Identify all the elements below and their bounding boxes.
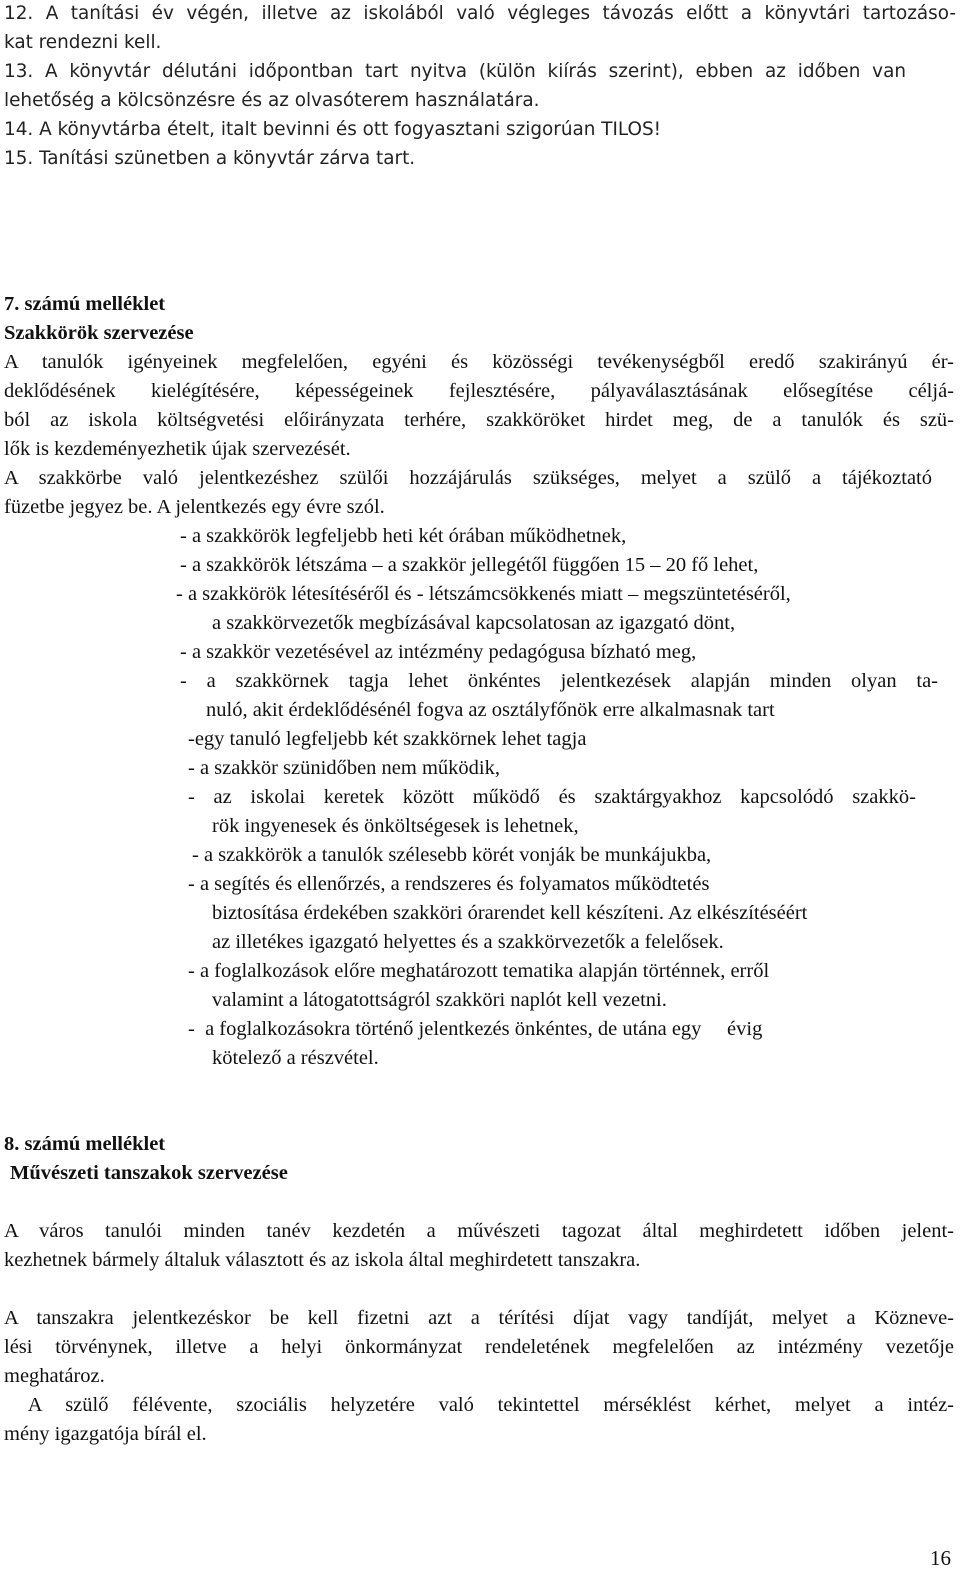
annex-8-p2-line-3: meghatároz. (4, 1365, 105, 1387)
annex-8-p1-line-1: A város tanulói minden tanév kezdetén a művészeti tagozat által meghirdetett időben jelent- (4, 1220, 954, 1242)
rule-13-line-1: 13. A könyvtár délutáni időpontban tart nyitva (külön kiírás szerint), ebben az időben van (4, 61, 906, 82)
annex-7-p2-line-2: füzetbe jegyez be. A jelentkezés egy évre szól. (4, 496, 385, 518)
annex-7-p1-line-4: lők is kezdeményezhetik újak szervezését. (4, 438, 351, 460)
annex-7-p1-line-3: ból az iskola költségvetési előirányzata terhére, szakköröket hirdet meg, de a tanulók és szü- (4, 409, 954, 431)
page-number: 16 (930, 1546, 951, 1570)
annex-7-heading: 7. számú melléklet (4, 293, 166, 315)
annex-7-p1-line-1: A tanulók igényeinek megfelelően, egyéni és közösségi tevékenységből eredő szakirányú ér- (4, 351, 954, 373)
annex-7-list-item: - a szakkörök legfeljebb heti két órában működhetnek, (180, 525, 627, 547)
annex-7-list-item: - a foglalkozásokra történő jelentkezés önkéntes, de utána egy évig (188, 1018, 763, 1040)
annex-8-p3-line-2: mény igazgatója bírál el. (4, 1423, 207, 1445)
rule-12-line-2: kat rendezni kell. (4, 32, 162, 53)
annex-7-list-item: - a szakkör szünidőben nem működik, (188, 757, 500, 779)
annex-7-list-item-continuation: nuló, akit érdeklődésénél fogva az osztályfőnök erre alkalmasnak tart (206, 699, 775, 721)
annex-7-list-item-continuation: a szakkörvezetők megbízásával kapcsolatosan az igazgató dönt, (212, 612, 736, 634)
annex-7-list-item-continuation: rök ingyenesek és önköltségesek is lehetnek, (212, 815, 579, 837)
rule-12-line-1: 12. A tanítási év végén, illetve az iskolából való végleges távozás előtt a könyvtári tartozáso- (4, 3, 956, 24)
annex-7-list-item: -egy tanuló legfeljebb két szakkörnek lehet tagja (188, 728, 587, 750)
annex-7-list-item-continuation: biztosítása érdekében szakköri órarendet kell készíteni. Az elkészítéséért (212, 902, 808, 924)
annex-8-p3-line-1: A szülő félévente, szociális helyzetére való tekintettel mérséklést kérhet, melyet a intéz- (4, 1394, 954, 1416)
annex-7-list-item: - a szakkör vezetésével az intézmény pedagógusa bízható meg, (180, 641, 697, 663)
annex-7-list-item: - a szakkörök létesítéséről és - létszámcsökkenés miatt – megszüntetéséről, (176, 583, 791, 605)
annex-7-list-item: - a szakkörök a tanulók szélesebb körét vonják be munkájukba, (192, 844, 712, 866)
annex-8-heading: 8. számú melléklet (4, 1133, 166, 1155)
annex-8-p2-line-1: A tanszakra jelentkezéskor be kell fizetni azt a térítési díjat vagy tandíját, melyet a Közneve- (4, 1307, 954, 1329)
annex-8-subheading: Művészeti tanszakok szervezése (10, 1162, 288, 1184)
rule-14: 14. A könyvtárba ételt, italt bevinni és ott fogyasztani szigorúan TILOS! (4, 119, 662, 140)
annex-7-list-item-continuation: kötelező a részvétel. (212, 1047, 379, 1069)
annex-8-p1-line-2: kezhetnek bármely általuk választott és az iskola által meghirdetett tanszakra. (4, 1249, 641, 1271)
annex-7-list-item: - az iskolai keretek között működő és szaktárgyakhoz kapcsolódó szakkö- (188, 786, 916, 808)
rule-13-line-2: lehetőség a kölcsönzésre és az olvasóterem használatára. (4, 90, 540, 111)
annex-7-p1-line-2: deklődésének kielégítésére, képességeinek fejlesztésére, pályaválasztásának elősegítése céljá- (4, 380, 954, 402)
annex-7-p2-line-1: A szakkörbe való jelentkezéshez szülői hozzájárulás szükséges, melyet a szülő a tájékoztató (4, 467, 932, 489)
annex-7-list-item: - a szakkörök létszáma – a szakkör jellegétől függően 15 – 20 fő lehet, (180, 554, 759, 576)
rule-15: 15. Tanítási szünetben a könyvtár zárva tart. (4, 148, 416, 169)
annex-7-list-item-continuation: valamint a látogatottságról szakköri naplót kell vezetni. (212, 989, 667, 1011)
annex-7-list-item: - a szakkörnek tagja lehet önkéntes jelentkezések alapján minden olyan ta- (180, 670, 938, 692)
annex-7-list-item: - a segítés és ellenőrzés, a rendszeres és folyamatos működtetés (188, 873, 710, 895)
annex-7-list-item-continuation: az illetékes igazgató helyettes és a szakkörvezetők a felelősek. (212, 931, 724, 953)
annex-7-list-item: - a foglalkozások előre meghatározott tematika alapján történnek, erről (188, 960, 770, 982)
annex-8-p2-line-2: lési törvénynek, illetve a helyi önkormányzat rendeletének megfelelően az intézmény vezetője (4, 1336, 954, 1358)
annex-7-subheading: Szakkörök szervezése (4, 322, 194, 344)
